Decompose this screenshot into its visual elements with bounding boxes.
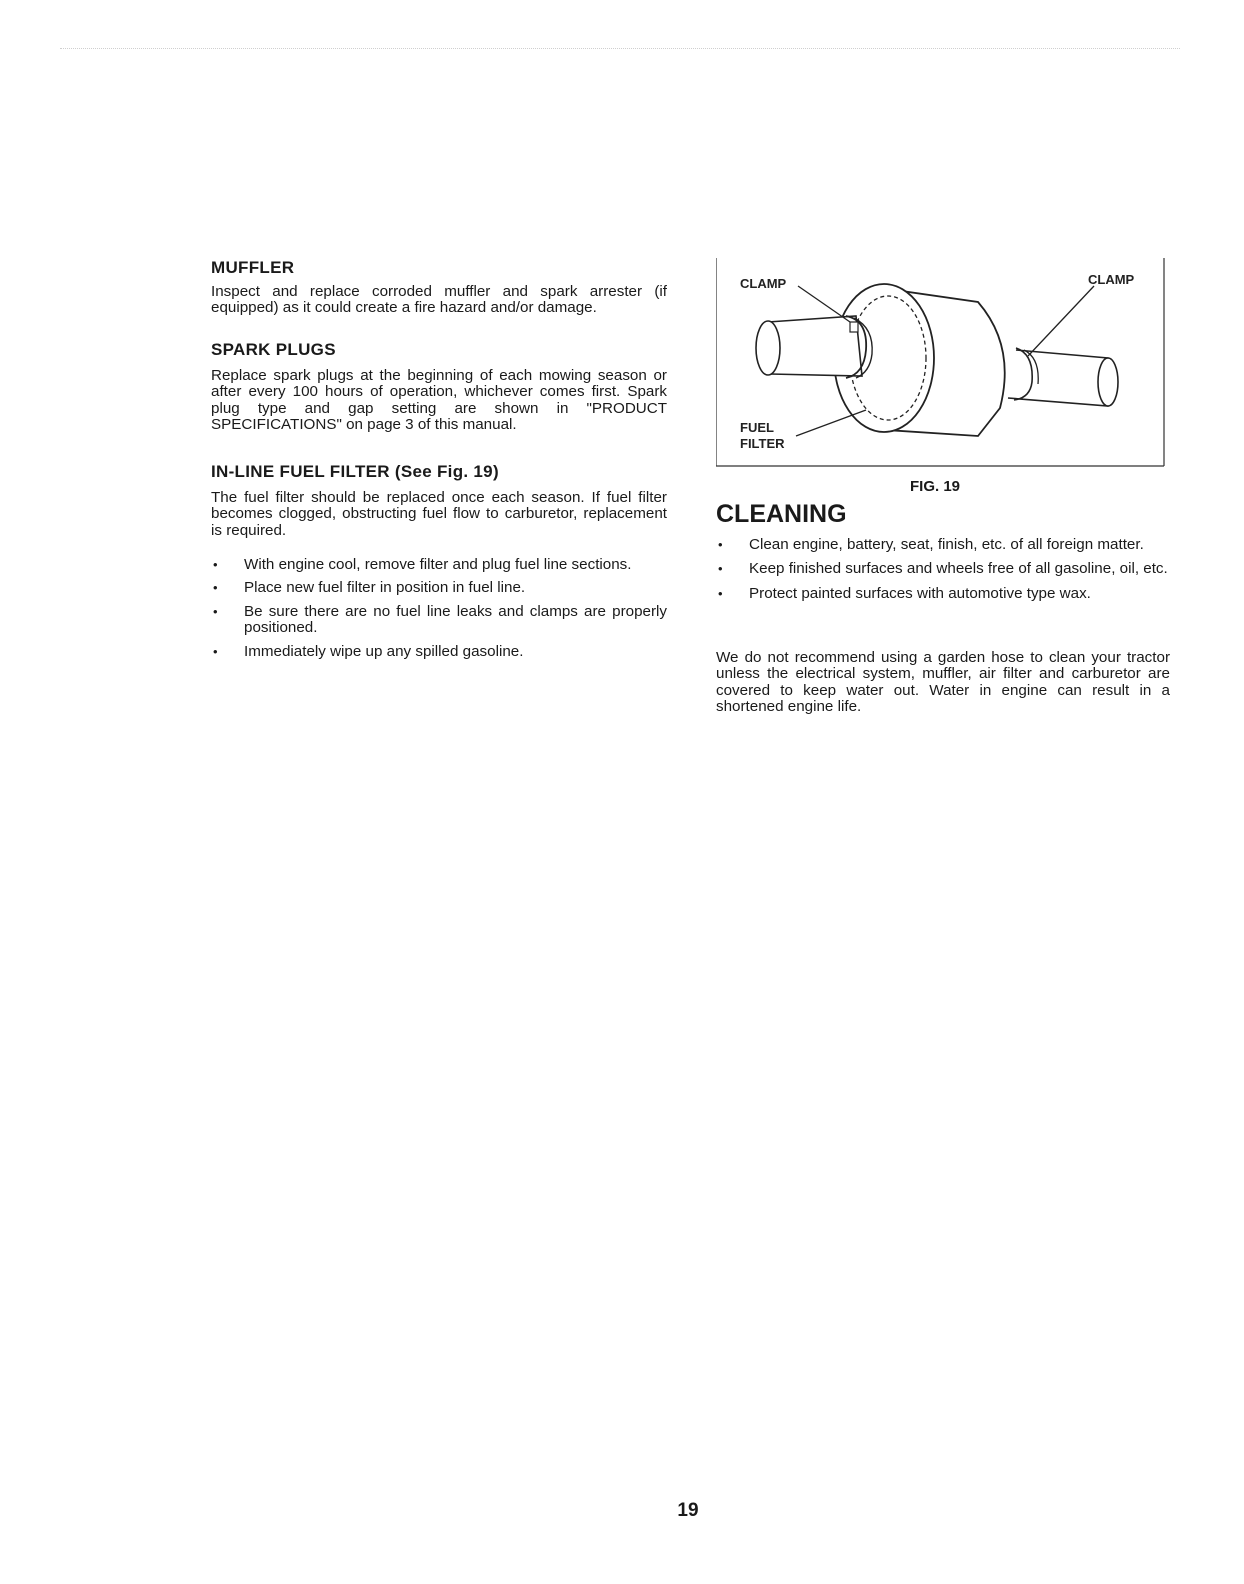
list-item: • Place new fuel filter in position in fuel line. xyxy=(213,579,526,597)
fuel-filter-heading: IN-LINE FUEL FILTER (See Fig. 19) xyxy=(211,462,499,481)
fuel-filter-figure xyxy=(716,258,1168,471)
fuel-filter-steps xyxy=(211,557,667,660)
muffler-heading: MUFFLER xyxy=(211,258,295,277)
cleaning-list xyxy=(716,537,1170,602)
cleaning-text: We do not recommend using a garden hose to clean your tractor unless the electrical system, muffler, air filter and carburetor are covered to keep water out. Water in engine can result in a shortened engine life. xyxy=(716,649,1170,716)
clamp-left-label: CLAMP xyxy=(740,276,787,291)
cleaning-heading: CLEANING xyxy=(716,500,847,528)
fuel-filter-text: The fuel filter should be replaced once each season. If fuel filter becomes clogged, obstructing fuel flow to carburetor, replacement is required. xyxy=(211,489,667,539)
fuel-filter-illustration xyxy=(716,258,1168,471)
spark-plugs-heading: SPARK PLUGS xyxy=(211,340,336,359)
figure-caption: FIG. 19 xyxy=(910,478,961,495)
list-item: • Clean engine, battery, seat, finish, etc. of all foreign matter. xyxy=(718,536,1144,553)
list-item: • With engine cool, remove filter and plug fuel line sections. xyxy=(213,556,632,573)
list-item: • Protect painted surfaces with automotive type wax. xyxy=(718,584,1091,602)
list-item: • Immediately wipe up any spilled gasoline. xyxy=(213,642,524,660)
list-item: • Keep finished surfaces and wheels free of all gasoline, oil, etc. xyxy=(718,560,1168,578)
fuel-label: FUEL xyxy=(740,420,774,435)
filter-label: FILTER xyxy=(740,436,785,451)
scan-noise xyxy=(60,48,1180,55)
spark-plugs-text: Replace spark plugs at the beginning of each mowing season or after every 100 hours of operation, whichever comes first. Spark plug type and gap setting are shown in "PRODUCT SPECIFICATIONS" on page 3 of this manual. xyxy=(211,367,667,434)
muffler-text: Inspect and replace corroded muffler and spark arrester (if equipped) as it could create a fire hazard and/or damage. xyxy=(211,283,667,317)
page-number: 19 xyxy=(677,1500,699,1521)
clamp-right-label: CLAMP xyxy=(1088,272,1135,287)
list-item: • Be sure there are no fuel line leaks and clamps are properly positioned. xyxy=(213,602,667,637)
